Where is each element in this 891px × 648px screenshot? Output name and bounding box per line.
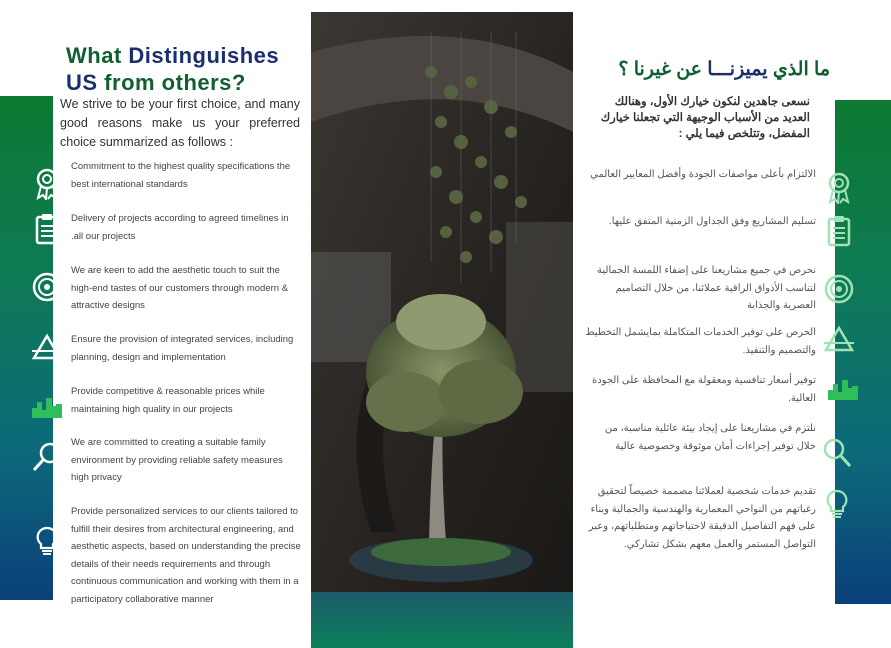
clipboard-icon [30, 212, 64, 246]
arabic-item-integrated: الحرص على توفير الخدمات المتكاملة بمايشمل التخطيط والتصميم والتنفيذ. [585, 327, 816, 356]
arabic-title-green-2: عن غيرنا ؟ [618, 59, 708, 80]
english-item-aesthetic: We are keen to add the aesthetic touch to suit the high-end tastes of our customers through modern & attractive designs [71, 265, 289, 311]
triangle-ruler-icon [30, 330, 64, 364]
arabic-title-blue: يميزنـــا [707, 59, 768, 80]
lightbulb-icon [820, 488, 854, 522]
english-title-blue: Distinguishes US [66, 43, 280, 95]
arabic-item-timelines: تسليم المشاريع وفق الجداول الزمنية المتفق عليها. [608, 216, 816, 227]
award-ribbon-icon [822, 170, 856, 204]
arabic-intro: نسعى جاهدين لنكون خيارك الأول، وهنالك العديد من الأسباب الوجيهة التي تجعلنا خيارك المفضل، وتتلخص فيما يلي : [600, 96, 810, 140]
english-title [66, 42, 306, 96]
arabic-item-family: نلتزم في مشاريعنا على إيجاد بيئة عائلية مناسبة، من خلال توفير إجراءات أمان موثوقة وخصوصية عالية [604, 423, 816, 452]
arabic-item-aesthetic: نحرص في جميع مشاريعنا على إضفاء اللمسة الجمالية لتناسب الأذواق الراقية عملائنا، من خلال التصاميم العصرية والجذابة [597, 265, 816, 311]
english-item-family: We are committed to creating a suitable family environment by providing reliable safety measures high privacy [71, 437, 283, 483]
award-ribbon-icon [30, 166, 64, 200]
city-skyline-icon [826, 370, 860, 404]
english-title-green: What [66, 43, 129, 68]
arabic-item-quality: الالتزام بأعلى مواصفات الجودة وأفضل المعايير العالمي [590, 169, 816, 180]
english-item-timelines: Delivery of projects according to agreed timelines in .all our projects [71, 213, 289, 242]
arabic-item-prices: توفير أسعار تنافسية ومعقولة مع المحافظة على الجودة العالية. [591, 375, 816, 404]
target-icon [822, 272, 856, 306]
english-item-integrated: Ensure the provision of integrated services, including planning, design and implementation [71, 334, 294, 363]
english-item-quality: Commitment to the highest quality specifications the best international standards [71, 161, 291, 190]
arabic-title-green: ما الذي [767, 59, 830, 80]
clipboard-icon [822, 214, 856, 248]
magnifier-icon [30, 440, 64, 474]
magnifier-icon [820, 436, 854, 470]
target-icon [30, 270, 64, 304]
triangle-ruler-icon [822, 322, 856, 356]
arabic-title [580, 58, 830, 81]
english-intro: We strive to be your first choice, and many good reasons make us your preferred choice summarized as follows : [60, 97, 300, 149]
lightbulb-icon [30, 525, 64, 559]
english-item-personalized: Provide personalized services to our clients tailored to fulfill their desires from architectural engineering, and aesthetic aspects, based on understanding the precise details of their needs requirements and through continuous communication and working with them in a participatory collaborative manner [71, 506, 301, 605]
english-item-prices: Provide competitive & reasonable prices while maintaining high quality in our projects [71, 386, 265, 415]
city-skyline-icon [30, 388, 64, 422]
interior-photo [311, 12, 573, 648]
arabic-item-personalized: تقديم خدمات شخصية لعملائنا مصممة خصيصاً لتحقيق رغباتهم من النواحي المعمارية والهندسية والجمالية وبناء على فهم التفاصيل الدقيقة لاحتياجاتهم ومتطلباتهم، وعبر التواصل المستمر والعمل معهم بشكل تشاركي. [588, 486, 816, 550]
english-title-green-2: from others? [97, 70, 246, 95]
